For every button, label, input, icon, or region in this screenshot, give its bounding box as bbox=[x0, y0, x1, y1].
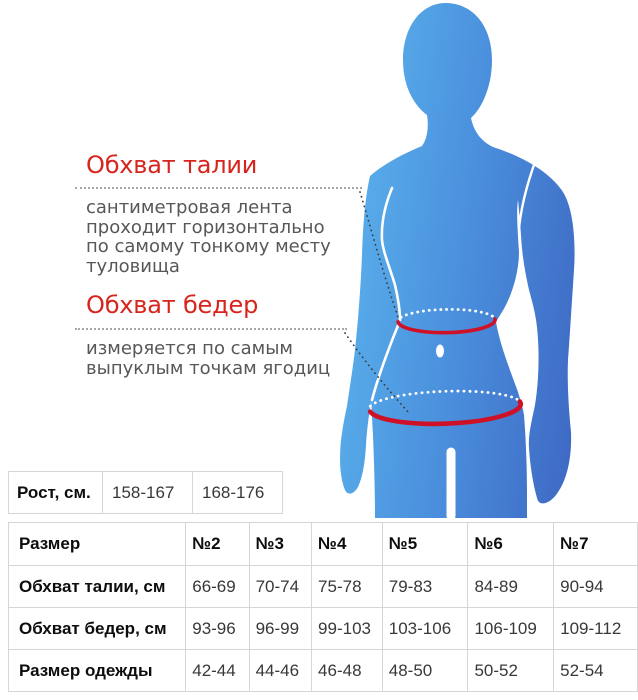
row-label: Обхват бедер, см bbox=[9, 608, 186, 650]
navel bbox=[436, 345, 444, 358]
waist-desc-line: туловища bbox=[86, 255, 180, 277]
height-value-cell: 168-176 bbox=[193, 472, 283, 514]
cell: 46-48 bbox=[312, 650, 383, 692]
cell: 109-112 bbox=[554, 608, 638, 650]
cell: 79-83 bbox=[382, 566, 468, 608]
waist-desc-line: сантиметровая лента bbox=[86, 197, 293, 218]
cell: 52-54 bbox=[554, 650, 638, 692]
cell: 90-94 bbox=[554, 566, 638, 608]
cell: 70-74 bbox=[249, 566, 311, 608]
cell: 106-109 bbox=[468, 608, 554, 650]
hips-measure-description bbox=[86, 339, 330, 378]
cell: 84-89 bbox=[468, 566, 554, 608]
size-header-cell: №4 bbox=[312, 523, 383, 566]
table-row bbox=[9, 650, 638, 692]
size-header-label: Размер bbox=[9, 523, 186, 566]
table-row bbox=[9, 608, 638, 650]
waist-desc-line: проходит горизонтально bbox=[86, 216, 325, 238]
size-header-cell: №3 bbox=[249, 523, 311, 566]
cell: 66-69 bbox=[186, 566, 249, 608]
row-label: Размер одежды bbox=[9, 650, 186, 692]
size-header-cell: №5 bbox=[382, 523, 468, 566]
hips-desc-line: выпуклым точкам ягодиц bbox=[86, 357, 331, 379]
cell: 75-78 bbox=[312, 566, 383, 608]
waist-measure-description bbox=[86, 198, 331, 276]
cell: 44-46 bbox=[249, 650, 311, 692]
table-row bbox=[9, 472, 283, 514]
hips-measure-title: Обхват бедер bbox=[86, 291, 259, 319]
hips-desc-line: измеряется по самым bbox=[86, 338, 293, 359]
cell: 48-50 bbox=[382, 650, 468, 692]
table-row-header bbox=[9, 523, 638, 566]
size-header-cell: №7 bbox=[554, 523, 638, 566]
female-silhouette-svg bbox=[330, 0, 638, 520]
waist-desc-line: по самому тонкому месту bbox=[86, 236, 331, 257]
hips-dotted-rule bbox=[75, 328, 347, 330]
table-row bbox=[9, 566, 638, 608]
height-table bbox=[8, 471, 283, 514]
cell: 96-99 bbox=[249, 608, 311, 650]
size-header-cell: №6 bbox=[468, 523, 554, 566]
waist-dotted-rule bbox=[75, 187, 362, 189]
cell: 42-44 bbox=[186, 650, 249, 692]
body-silhouette bbox=[340, 3, 575, 518]
height-label-cell: Рост, см. bbox=[9, 472, 103, 514]
size-header-cell: №2 bbox=[186, 523, 249, 566]
cell: 103-106 bbox=[382, 608, 468, 650]
row-label: Обхват талии, см bbox=[9, 566, 186, 608]
cell: 93-96 bbox=[186, 608, 249, 650]
waist-measure-title: Обхват талии bbox=[86, 151, 258, 179]
body-measurement-figure bbox=[330, 0, 638, 520]
size-table bbox=[8, 522, 638, 692]
height-value-cell: 158-167 bbox=[103, 472, 193, 514]
cell: 99-103 bbox=[312, 608, 383, 650]
cell: 50-52 bbox=[468, 650, 554, 692]
